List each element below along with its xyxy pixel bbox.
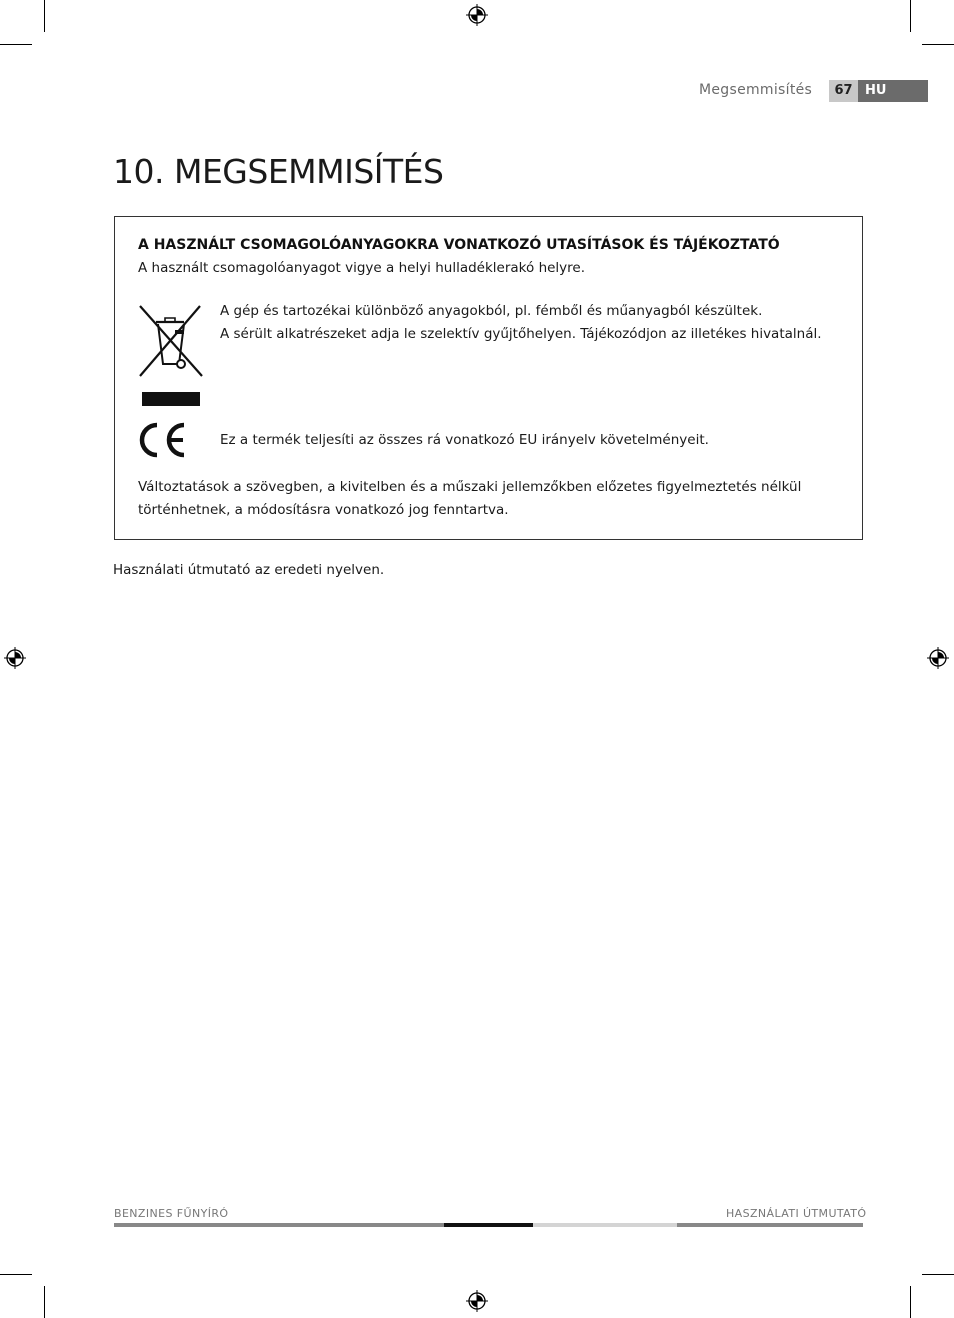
crop-mark	[44, 1286, 45, 1318]
weee-underbar	[142, 392, 200, 406]
registration-mark-icon	[4, 647, 26, 669]
registration-mark-icon	[927, 647, 949, 669]
page-number: 67	[829, 80, 858, 102]
changes-text-line1: Változtatások a szövegben, a kivitelben és a műszaki jellemzőkben előzetes figyelmeztetés nélkül	[138, 479, 802, 495]
crop-mark	[0, 1274, 32, 1275]
registration-mark-icon	[466, 4, 488, 26]
weee-text-line2: A sérült alkatrészeket adja le szelektív gyűjtőhelyen. Tájékozódjon az illetékes hivatalnál.	[220, 326, 822, 342]
footer-product-name: BENZINES FŰNYÍRÓ	[114, 1207, 229, 1220]
weee-text-line1: A gép és tartozékai különböző anyagokból, pl. fémből és műanyagból készültek.	[220, 303, 763, 319]
ce-mark-icon	[135, 422, 187, 458]
ce-text: Ez a termék teljesíti az összes rá vonatkozó EU irányelv követelményeit.	[220, 432, 709, 448]
info-box-heading: A HASZNÁLT CSOMAGOLÓANYAGOKRA VONATKOZÓ UTASÍTÁSOK ÉS TÁJÉKOZTATÓ	[138, 237, 780, 253]
crossed-out-bin-icon	[134, 302, 206, 380]
changes-text-line2: történhetnek, a módosításra vonatkozó jog fenntartva.	[138, 502, 509, 518]
crop-mark	[0, 44, 32, 45]
registration-mark-icon	[466, 1290, 488, 1312]
packaging-text: A használt csomagolóanyagot vigye a helyi hulladéklerakó helyre.	[138, 260, 586, 276]
crop-mark	[922, 1274, 954, 1275]
section-label: Megsemmisítés	[699, 82, 813, 98]
footer-rule	[444, 1223, 533, 1227]
crop-mark	[910, 0, 911, 32]
crop-mark	[922, 44, 954, 45]
page-title: 10. MEGSEMMISÍTÉS	[113, 152, 444, 191]
footer-document-type: HASZNÁLATI ÚTMUTATÓ	[726, 1207, 867, 1220]
footer-rule	[677, 1223, 863, 1227]
crop-mark	[44, 0, 45, 32]
footer-rule	[533, 1223, 677, 1227]
crop-mark	[910, 1286, 911, 1318]
language-tab: HU	[858, 80, 928, 102]
footer-rule	[114, 1223, 444, 1227]
original-language-note: Használati útmutató az eredeti nyelven.	[113, 562, 385, 578]
